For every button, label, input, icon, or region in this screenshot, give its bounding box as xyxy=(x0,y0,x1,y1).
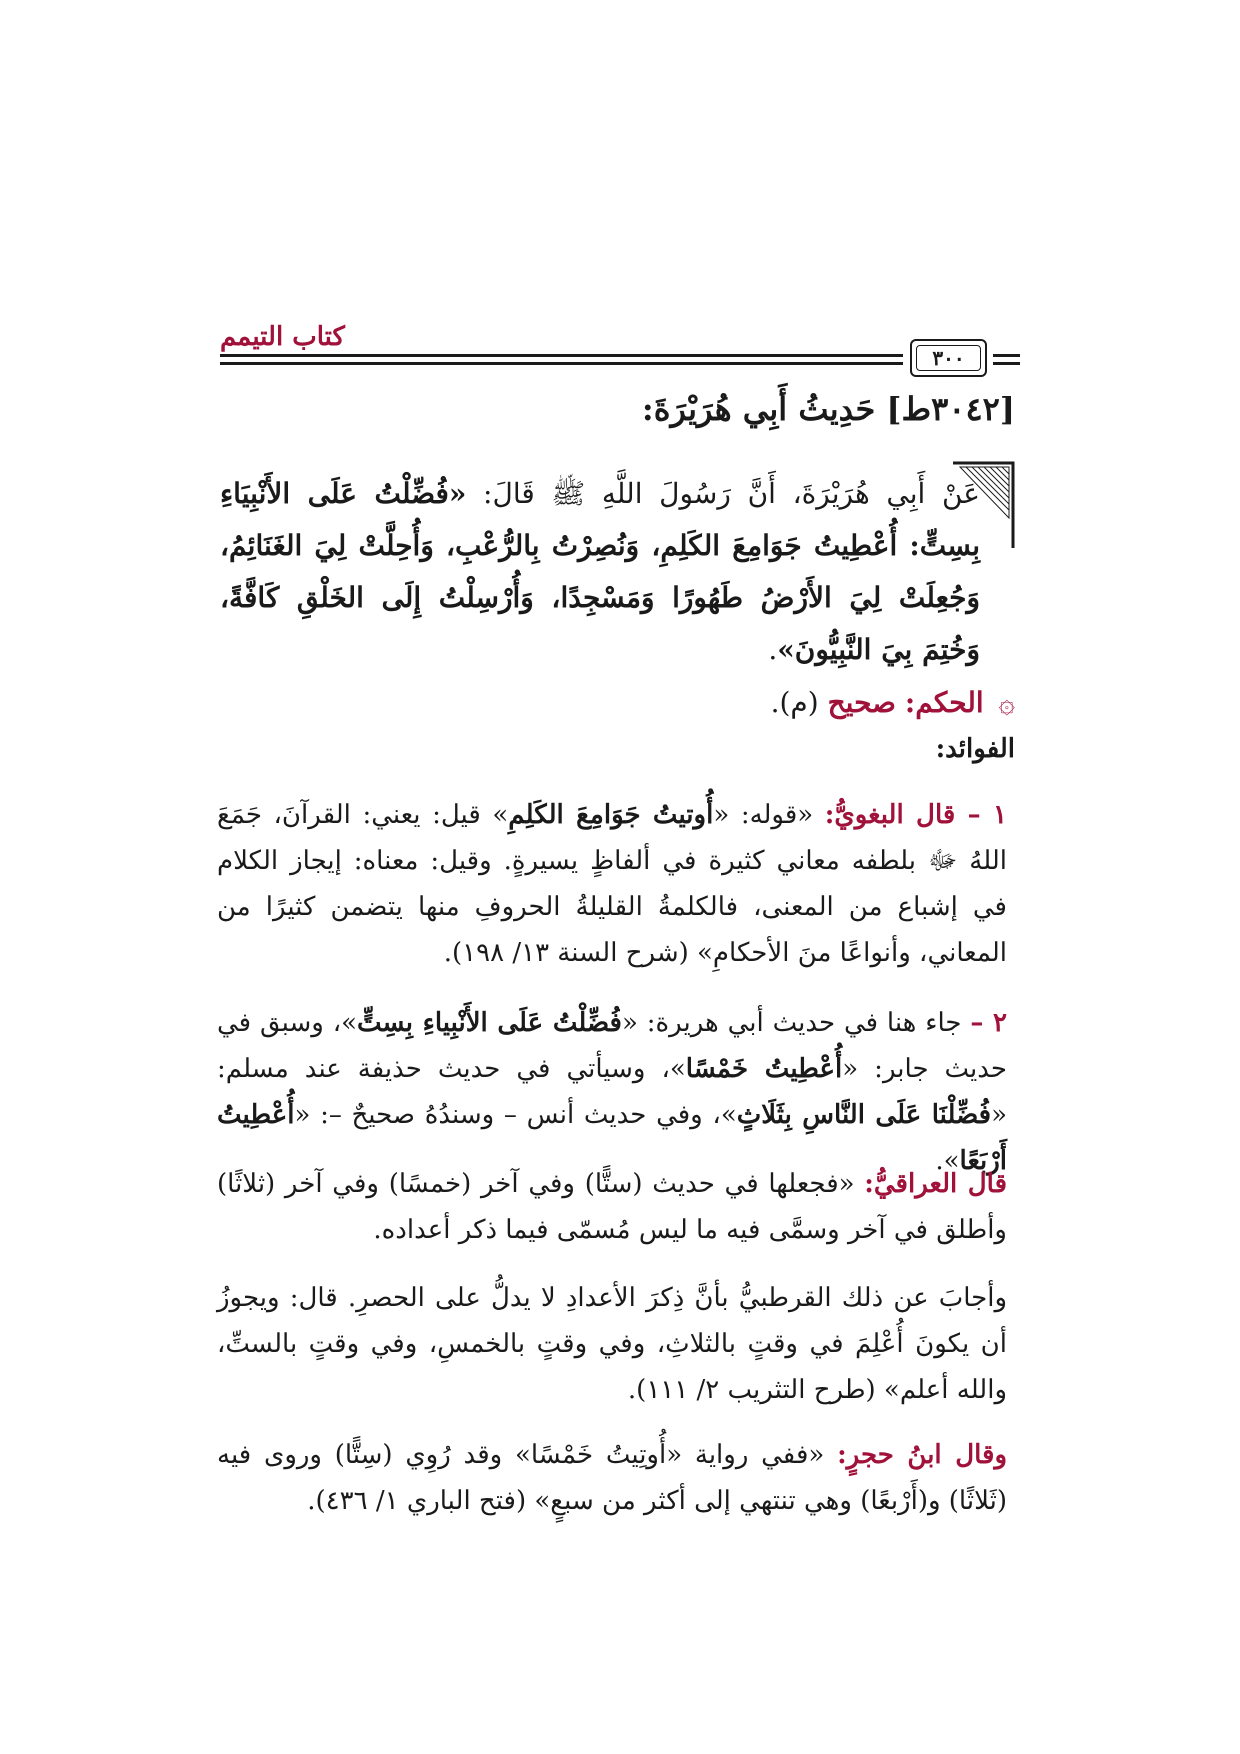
paragraph-lead: ١ – قال البغويُّ: xyxy=(824,800,1007,830)
benefit-paragraph-5 xyxy=(217,1432,1007,1524)
page-number: ٣٠٠ xyxy=(916,345,981,371)
corner-ornament-icon xyxy=(948,458,1018,553)
paragraph-text: «فجعلها في حديث (ستًّا) وفي آخر (خمسًا) وفي آخر (ثلاثًا) وأطلق في آخر وسمَّى فيه ما ليس مُسمّى فيما ذكر أعداده. xyxy=(217,1169,1007,1245)
page-number-frame xyxy=(910,339,987,377)
paragraph-quote: فُضِّلْتُ عَلَى الأَنْبِياءِ بِسِتٍّ xyxy=(357,1008,622,1038)
benefit-paragraph-1 xyxy=(217,792,1007,976)
paragraph-text: »، وفي حديث أنس – وسندُهُ صحيحٌ –: « xyxy=(294,1100,737,1130)
ruling-value: صحيح xyxy=(827,686,896,719)
hadith-text xyxy=(220,468,990,676)
benefit-paragraph-3 xyxy=(217,1161,1007,1253)
paragraph-lead: قال العراقيُّ: xyxy=(864,1169,1008,1199)
benefit-paragraph-4 xyxy=(217,1275,1007,1413)
paragraph-quote: أُعْطِيتُ أَرْبَعًا xyxy=(217,1100,1007,1176)
hadith-intro: عَنْ أَبِي هُرَيْرَةَ، أَنَّ رَسُولَ اللَّهِ ﷺ قَالَ: xyxy=(466,477,980,510)
hadith-title: [٣٠٤٢ط] حَدِيثُ أَبِي هُرَيْرَةَ: xyxy=(641,390,1015,428)
ruling-label: الحكم: xyxy=(904,686,984,719)
paragraph-quote: فُضِّلْنَا عَلَى النَّاسِ بِثَلَاثٍ xyxy=(736,1100,992,1130)
flower-ornament-icon: ۞ xyxy=(998,686,1015,719)
paragraph-quote: أُعْطِيتُ خَمْسًا xyxy=(685,1054,843,1084)
paragraph-lead: وقال ابنُ حجرٍ: xyxy=(837,1440,1007,1470)
ruling-source: (م). xyxy=(770,686,819,719)
paragraph-lead: ٢ – xyxy=(970,1008,1007,1038)
paragraph-text: ». xyxy=(935,1146,960,1176)
hadith-block xyxy=(220,468,990,678)
paragraph-text: »، وسبق في حديث جابر: « xyxy=(217,1008,1008,1084)
ruling-line xyxy=(240,683,1015,723)
paragraph-text: «ففي رواية «أُوتِيتُ خَمْسًا» وقد رُوِي (سِتًّا) وروى فيه (ثَلاثًا) و(أَرْبعًا) وهي تنتهي إلى أكثر من سبعٍ» (فتح الباري ١/ ٤٣٦). xyxy=(217,1440,1007,1516)
benefits-heading: الفوائد: xyxy=(935,734,1015,764)
header-rule-right-bottom xyxy=(993,362,1020,365)
chapter-title: كتاب التيمم xyxy=(220,322,345,352)
hadith-end: . xyxy=(768,633,778,666)
paragraph-text: «قوله: « xyxy=(713,800,825,830)
hadith-quote: «فُضِّلْتُ عَلَى الأَنْبِيَاءِ بِسِتٍّ: أُعْطِيتُ جَوَامِعَ الكَلِمِ، وَنُصِرْتُ بِالرُّعْبِ، وَأُحِلَّتْ لِيَ الغَنَائِمُ، وَجُعِلَتْ لِيَ الأَرْضُ طَهُورًا وَمَسْجِدًا، وَأُرْسِلْتُ إِلَى الخَلْقِ كَافَّةً، وَخُتِمَ بِيَ النَّبِيُّونَ» xyxy=(220,477,980,666)
benefit-paragraph-2 xyxy=(217,1000,1007,1184)
header-rule-bottom xyxy=(220,362,903,365)
header-rule-top xyxy=(220,354,903,357)
header-rule-right-top xyxy=(993,354,1020,357)
paragraph-text: » قيل: يعني: القرآنَ، جَمَعَ اللهُ ﷻ بلطفه معاني كثيرة في ألفاظٍ يسيرةٍ. وقيل: معناه: إيجاز الكلام في إشباع من المعنى، فالكلمةُ القليلةُ الحروفِ منها يتضمن كثيرًا من المعاني، وأنواعًا منَ الأحكامِ» (شرح السنة ١٣/ ١٩٨). xyxy=(217,800,1007,968)
paragraph-quote: أُوتيتُ جَوَامِعَ الكَلِمِ xyxy=(508,800,714,830)
paragraph-text: »، وسيأتي في حديث حذيفة عند مسلم: « xyxy=(217,1054,1007,1130)
paragraph-text: جاء هنا في حديث أبي هريرة: « xyxy=(621,1008,971,1038)
paragraph-text: وأجابَ عن ذلك القرطبيُّ بأنَّ ذِكرَ الأعدادِ لا يدلُّ على الحصرِ. قال: ويجوزُ أن يكونَ أُعْلِمَ في وقتٍ بالثلاثِ، وفي وقتٍ بالخمسِ، وفي وقتٍ بالستِّ، والله أعلم» (طرح التثريب ٢/ ١١١). xyxy=(217,1283,1007,1405)
